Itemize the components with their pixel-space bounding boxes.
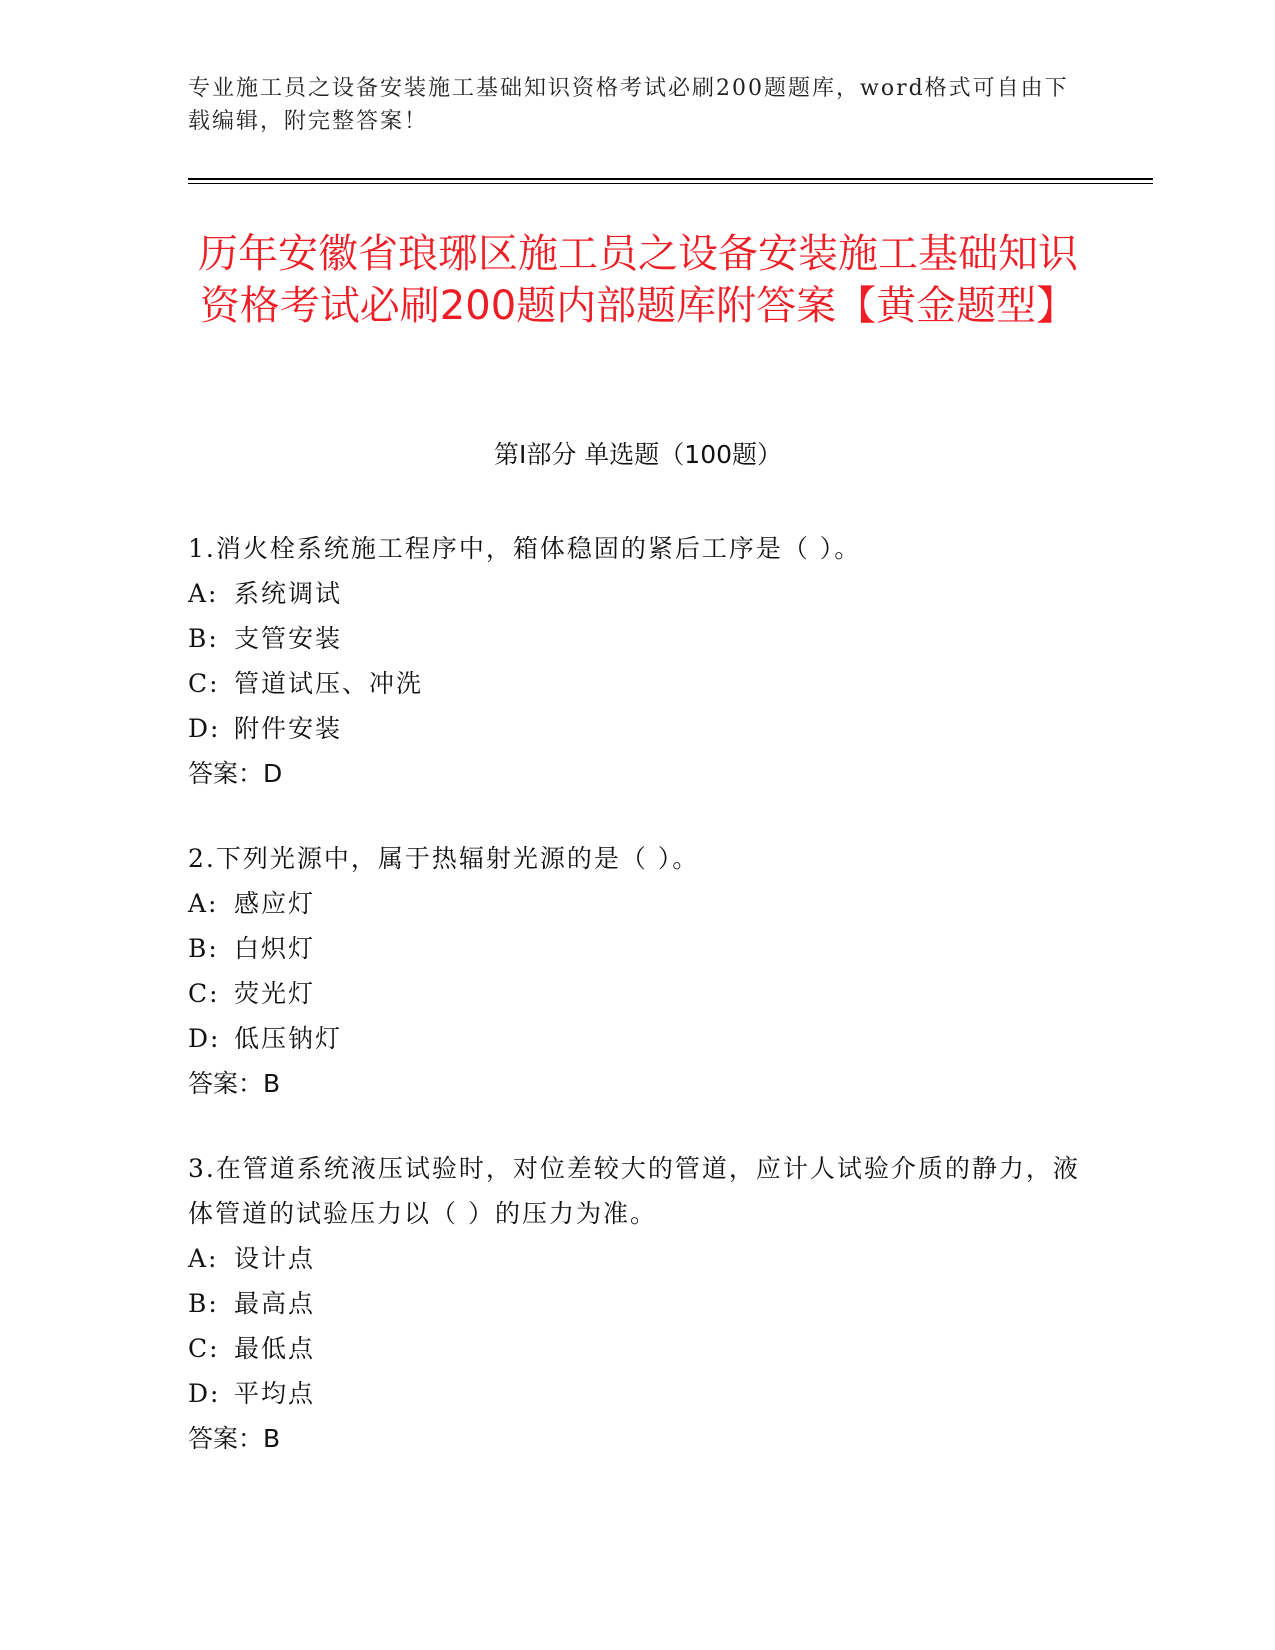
option-letter: C: — [188, 669, 220, 698]
question-1 — [188, 526, 1088, 796]
option-a — [188, 1236, 1088, 1281]
option-letter: A: — [188, 579, 219, 608]
answer: 答案：B — [188, 1069, 281, 1098]
answer: 答案：B — [188, 1424, 281, 1453]
option-text: 感应灯 — [234, 889, 316, 918]
option-letter: D: — [188, 714, 221, 743]
section-heading: 第I部分 单选题（100题） — [493, 440, 783, 469]
option-text: 最高点 — [234, 1289, 316, 1318]
option-c — [188, 971, 1088, 1016]
option-letter: B: — [188, 934, 219, 963]
option-text: 支管安装 — [234, 624, 343, 653]
option-c — [188, 661, 1088, 706]
question-stem: 1.消火栓系统施工程序中，箱体稳固的紧后工序是（ ）。 — [188, 534, 862, 563]
question-3 — [188, 1146, 1088, 1461]
option-letter: D: — [188, 1379, 221, 1408]
question-list — [188, 526, 1088, 1501]
option-a — [188, 571, 1088, 616]
option-text: 荧光灯 — [234, 979, 316, 1008]
option-text: 最低点 — [234, 1334, 316, 1363]
option-b — [188, 926, 1088, 971]
question-stem: 2.下列光源中，属于热辐射光源的是（ ）。 — [188, 844, 700, 873]
option-letter: C: — [188, 1334, 220, 1363]
option-letter: D: — [188, 1024, 221, 1053]
option-text: 系统调试 — [234, 579, 343, 608]
header-note: 专业施工员之设备安装施工基础知识资格考试必刷200题题库，word格式可自由下载编辑，附完整答案！ — [188, 76, 1069, 134]
option-letter: A: — [188, 889, 219, 918]
option-letter: A: — [188, 1244, 219, 1273]
option-letter: C: — [188, 979, 220, 1008]
question-stem: 3.在管道系统液压试验时，对位差较大的管道，应计人试验介质的静力，液体管道的试验压力以（ ）的压力为准。 — [188, 1154, 1080, 1228]
option-text: 平均点 — [234, 1379, 316, 1408]
option-text: 设计点 — [234, 1244, 316, 1273]
document-title: 历年安徽省琅琊区施工员之设备安装施工基础知识资格考试必刷200题内部题库附答案【黄金题型】 — [198, 231, 1078, 329]
option-text: 白炽灯 — [234, 934, 316, 963]
header-divider-thin — [188, 183, 1153, 184]
header-divider-thick — [188, 178, 1153, 180]
answer: 答案：D — [188, 759, 283, 788]
option-c — [188, 1326, 1088, 1371]
option-d — [188, 706, 1088, 751]
option-letter: B: — [188, 624, 219, 653]
option-text: 附件安装 — [234, 714, 343, 743]
option-text: 低压钠灯 — [234, 1024, 343, 1053]
option-d — [188, 1371, 1088, 1416]
option-d — [188, 1016, 1088, 1061]
option-a — [188, 881, 1088, 926]
option-text: 管道试压、冲洗 — [234, 669, 424, 698]
option-letter: B: — [188, 1289, 219, 1318]
option-b — [188, 1281, 1088, 1326]
option-b — [188, 616, 1088, 661]
question-2 — [188, 836, 1088, 1106]
